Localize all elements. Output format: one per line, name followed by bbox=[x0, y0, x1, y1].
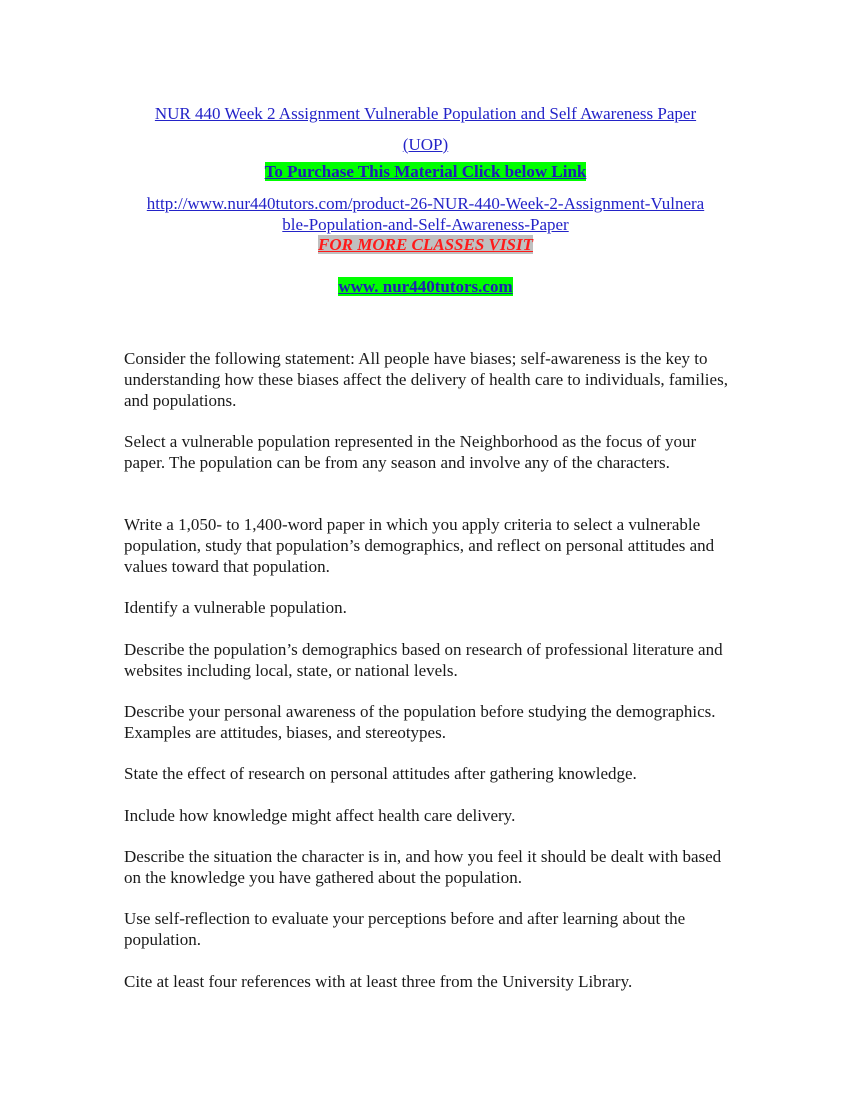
more-classes-text: FOR MORE CLASSES VISIT bbox=[318, 235, 533, 254]
paragraph-text: Describe your personal awareness of the population before studying the demographics. Examples are attitudes, biases, and stereotypes. bbox=[124, 702, 716, 742]
paragraph-text: Describe the population’s demographics based on research of professional literature and websites including local, state, or national levels. bbox=[124, 640, 723, 680]
paragraph-text: Describe the situation the character is in, and how you feel it should be dealt with based on the knowledge you have gathered about the population. bbox=[124, 847, 722, 887]
purchase-link[interactable]: To Purchase This Material Click below Link bbox=[264, 162, 587, 181]
paragraph bbox=[124, 805, 734, 826]
url-line-2[interactable]: ble-Population-and-Self-Awareness-Paper bbox=[282, 215, 569, 234]
paragraph bbox=[124, 431, 734, 473]
paragraph bbox=[124, 514, 734, 577]
site-link[interactable]: www. nur440tutors.com bbox=[338, 277, 513, 296]
site-link-banner[interactable] bbox=[120, 275, 731, 299]
paragraph-text: Select a vulnerable population represented in the Neighborhood as the focus of your paper. The population can be from any season and involve any of the characters. bbox=[124, 432, 697, 472]
paragraph bbox=[124, 348, 734, 411]
paragraph-text: Use self-reflection to evaluate your perceptions before and after learning about the population. bbox=[124, 909, 686, 949]
paragraph bbox=[124, 908, 734, 950]
title-line-1[interactable]: NUR 440 Week 2 Assignment Vulnerable Population and Self Awareness Paper bbox=[154, 104, 697, 123]
paragraph bbox=[124, 701, 734, 743]
paragraph bbox=[124, 597, 734, 618]
title-link[interactable] bbox=[120, 98, 731, 160]
title-line-2[interactable]: (UOP) bbox=[402, 135, 449, 154]
paragraph bbox=[124, 846, 734, 888]
more-classes-banner bbox=[120, 234, 731, 256]
paragraph-text: Write a 1,050- to 1,400-word paper in which you apply criteria to select a vulnerable population, study that population’s demographics, and reflect on personal attitudes and values toward that population. bbox=[124, 515, 715, 576]
paragraph bbox=[124, 971, 734, 992]
paragraph bbox=[124, 763, 734, 784]
paragraph-text: Identify a vulnerable population. bbox=[124, 598, 347, 617]
product-url-link[interactable] bbox=[120, 193, 731, 235]
paragraph-text: Cite at least four references with at least three from the University Library. bbox=[124, 972, 633, 991]
purchase-banner[interactable] bbox=[120, 160, 731, 184]
paragraph-text: Include how knowledge might affect health care delivery. bbox=[124, 806, 516, 825]
paragraph bbox=[124, 639, 734, 681]
url-line-1[interactable]: http://www.nur440tutors.com/product-26-NUR-440-Week-2-Assignment-Vulnera bbox=[146, 194, 705, 213]
paragraph-text: State the effect of research on personal attitudes after gathering knowledge. bbox=[124, 764, 637, 783]
paragraph-text: Consider the following statement: All people have biases; self-awareness is the key to understanding how these biases affect the delivery of health care to individuals, families, and populations. bbox=[124, 349, 728, 410]
